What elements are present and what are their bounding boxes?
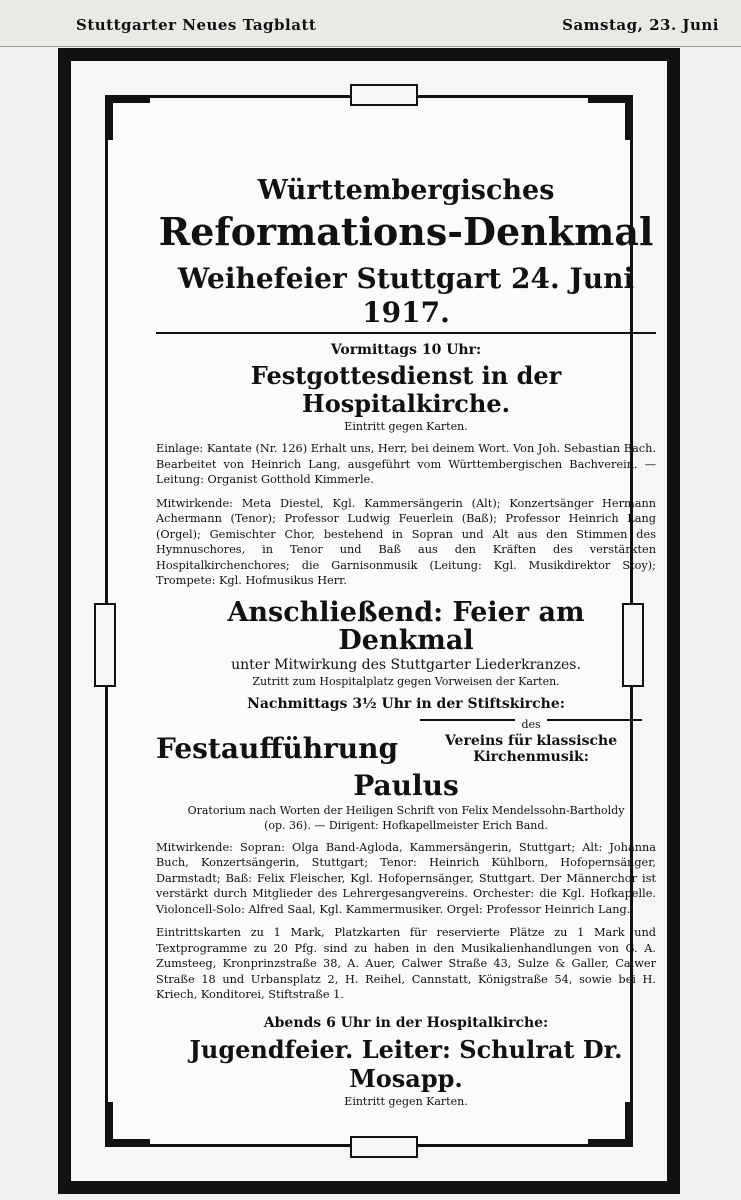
afternoon-time: Nachmittags 3½ Uhr in der Stiftskirche: [247,695,565,712]
frame-content [105,95,656,1147]
newspaper-title: Stuttgarter Neues Tagblatt [76,16,317,34]
festival-line [156,716,656,765]
after-head: Anschließend: Feier am Denkmal [227,596,585,656]
festival-left: Festaufführung [156,731,399,765]
ornamental-frame [58,48,680,1194]
announcement-content [156,146,656,1176]
morning-time: Vormittags 10 Uhr: [330,342,482,358]
festival-right-bottom: Vereins für klassische Kirchenmusik: [444,732,618,765]
morning-details-1: Einlage: Kantate (Nr. 126) Erhalt uns, Herr, bei deinem Wort. Von Joh. Sebastian Bach. Bearbeitet von Heinrich Lang, ausgeführt vom Württembergischen Bachverein. — Leitung: Organist Gotthold Kimmerle. [156,442,656,486]
after-sub: unter Mitwirkung des Stuttgarter Liederkranzes. [231,656,581,673]
evening-event: Jugendfeier. Leiter: Schulrat Dr. Mosapp. [189,1034,623,1093]
top-right-corner-ornament-vertical [625,96,632,140]
festival-right-top-line [420,716,641,731]
top-left-corner-ornament-vertical [106,96,113,140]
evening-entry: Eintritt gegen Karten. [344,1094,468,1108]
subtitle: Weihefeier Stuttgart 24. Juni 1917. [156,262,656,334]
festival-right-top: des [521,717,541,731]
oratorio-line-2: (op. 36). — Dirigent: Hofkapellmeister Erich Band. [264,818,548,832]
left-middle-ornament [94,603,116,687]
newspaper-header [0,0,741,47]
newspaper-date: Samstag, 23. Juni [562,16,719,34]
top-center-ornament [350,84,418,106]
evening-time: Abends 6 Uhr in der Hospitalkirche: [263,1014,549,1031]
work-title: Paulus [353,768,459,802]
ticket-details: Eintrittskarten zu 1 Mark, Platzkarten für reservierte Plätze zu 1 Mark und Textprogramme zu 20 Pfg. sind zu haben in den Musikalienhandlungen von G. A. Zumsteeg, Kronprinzstraße 38, A. Auer, Calwer Straße 43, Sulze & Galler, Calwer Straße 18 und Urbansplatz 2, H. Reihel, Cannstatt, Königstraße 54, sowie bei H. Kriech, Konditorei, Stiftstraße 1. [156,926,656,1001]
bottom-left-corner-ornament-vertical [106,1102,113,1146]
oratorio-line-1: Oratorium nach Worten der Heiligen Schrift von Felix Mendelssohn-Bartholdy [187,803,625,817]
morning-details-2: Mitwirkende: Meta Diestel, Kgl. Kammersängerin (Alt); Konzertsänger Hermann Achermann (Tenor); Professor Ludwig Feuerlein (Baß); Professor Heinrich Lang (Orgel); Gemischter Chor, bestehend in Sopran und Alt aus den Stimmen des Hymnuschores, in Tenor und Baß aus den Kräften des verstärkten Hospitalkirchenchores; die Garnisonmusik (Leitung: Kgl. Musikdirektor Stoy); Trompete: Kgl. Hofmusikus Herr. [156,496,656,587]
after-entry: Zutritt zum Hospitalplatz gegen Vorweisen der Karten. [252,674,560,688]
festival-rule-right [547,719,642,721]
morning-entry: Eintritt gegen Karten. [344,420,468,433]
title-small: Württembergisches [257,175,555,206]
afternoon-details: Mitwirkende: Sopran: Olga Band-Agloda, Kammersängerin, Stuttgart; Alt: Johanna Buch, Konzertsängerin, Stuttgart; Tenor: Heinrich Kühlborn, Hofopernsänger, Darmstadt; Baß: Felix Fleischer, Kgl. Hofopernsänger, Stuttgart. Der Männerchor ist verstärkt durch Mitglieder des Lehrergesangvereins. Orchester: die Kgl. Hofkapelle. Violoncell-Solo: Alfred Saal, Kgl. Kammermusiker. Orgel: Professor Heinrich Lang. [156,840,656,916]
festival-rule-left [420,719,515,721]
frame-inner [68,58,670,1184]
morning-event: Festgottesdienst in der Hospitalkirche. [250,361,562,418]
title-main: Reformations-Denkmal [158,209,654,254]
festival-right-block [406,716,656,765]
